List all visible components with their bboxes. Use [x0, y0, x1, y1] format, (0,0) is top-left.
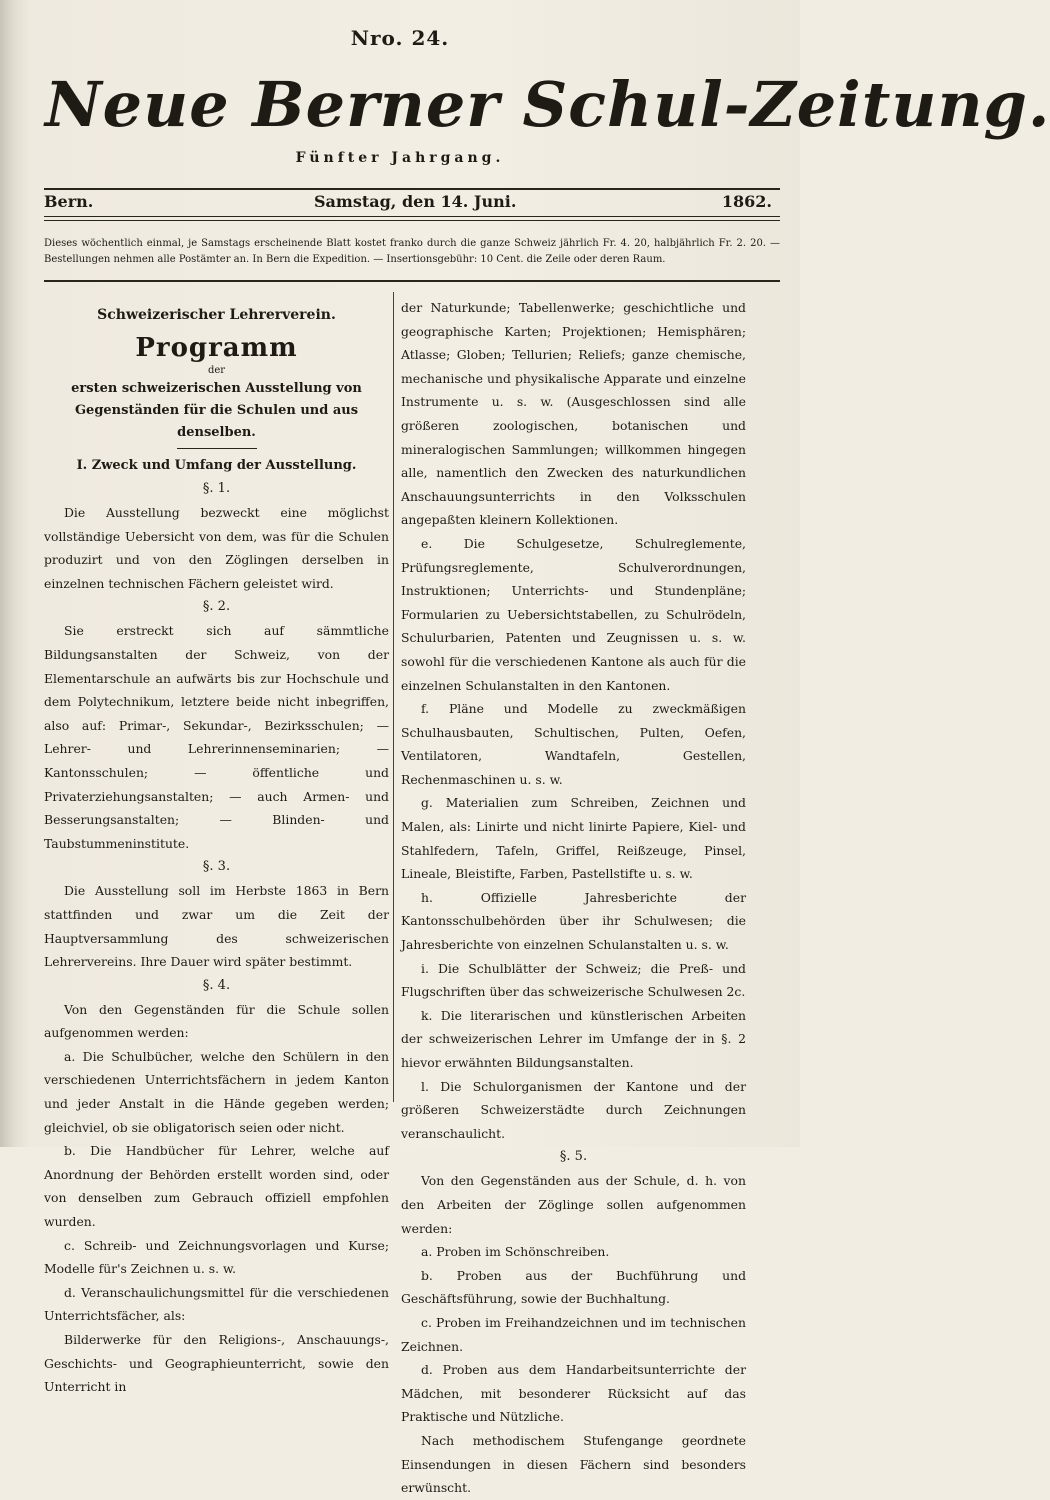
program-title: ersten schweizerischen Ausstellung von Gegenständen für die Schulen und aus denselben.: [71, 381, 362, 440]
dateline-city: Bern.: [44, 192, 94, 211]
subscription-notice: Dieses wöchentlich einmal, je Samstags erscheinende Blatt kostet franko durch die ganze Schweiz jährlich Fr. 4. 20, halbjährlich Fr. 2. 20. — Bestellungen nehmen alle Postämter an. In Bern die Expedition. — Insertionsgebühr: 10 Cent. die Zeile oder deren Raum.: [44, 238, 780, 265]
item-e: e. Die Schulgesetze, Schulreglemente, Prüfungsreglemente, Schulverordnungen, Instruktionen; Unterrichts- und Stundenpläne; Formularien zu Uebersichtstabellen, zu Schulrödeln, Schulurbarien, Patenten und Zeugnissen u. s. w. sowohl für die verschiedenen Kantone als auch für die einzelnen Schulanstalten in den Kantonen.: [401, 535, 746, 693]
dateline-rule-bottom: [44, 220, 780, 221]
item-d-continued: Bilderwerke für den Religions-, Anschauungs-, Geschichts- und Geographieunterricht, sowie den Unterricht in: [44, 1332, 389, 1395]
paragraph-mark-3: §. 3.: [202, 859, 231, 875]
column-divider: [393, 292, 394, 1102]
dateline-date: Samstag, den 14. Juni.: [314, 192, 517, 211]
columns-rule: [44, 280, 780, 282]
right-column: [401, 296, 746, 1496]
issue-number: Nro. 24.: [350, 26, 450, 50]
paragraph-1-text: Die Ausstellung bezweckt eine möglichst vollständige Uebersicht von dem, was für die Schulen produzirt und von den Zöglingen derselben in einzelnen technischen Fächern geleistet wird.: [44, 505, 389, 591]
item-b: b. Die Handbücher für Lehrer, welche auf Anordnung der Behörden erstellt worden sind, oder von denselben zum Gebrauch offiziell empfohlen wurden.: [44, 1143, 389, 1230]
masthead-title: Neue Berner Schul-Zeitung.: [45, 68, 1050, 141]
volume-line: Fünfter Jahrgang.: [295, 150, 505, 166]
item-a: a. Die Schulbücher, welche den Schülern in den verschiedenen Unterrichtsfächern in jedem Kanton und jeder Anstalt in die Hände gegeben werden; gleichviel, ob sie obligatorisch seien oder nicht.: [44, 1048, 389, 1135]
paragraph-mark-5: §. 5.: [559, 1149, 588, 1165]
paragraph-5-closing: Nach methodischem Stufengange geordnete Einsendungen in diesen Fächern sind besonders erwünscht.: [401, 1432, 746, 1496]
item-c: c. Schreib- und Zeichnungsvorlagen und Kurse; Modelle für's Zeichnen u. s. w.: [44, 1237, 389, 1277]
dateline-year: 1862.: [721, 192, 772, 211]
item-d: d. Veranschaulichungsmittel für die verschiedenen Unterrichtsfächer, als:: [44, 1284, 389, 1324]
item-f: f. Pläne und Modelle zu zweckmäßigen Schulhausbauten, Schultischen, Pulten, Oefen, Ventilatoren, Wandtafeln, Gestellen, Rechenmaschinen u. s. w.: [401, 701, 746, 787]
paragraph-4-text: Von den Gegenständen für die Schule sollen aufgenommen werden:: [44, 1001, 389, 1041]
dateline-rule-top: [44, 216, 780, 217]
section-heading-1: I. Zweck und Umfang der Ausstellung.: [76, 458, 357, 473]
item-l: l. Die Schulorganismen der Kantone und der größeren Schweizerstädte durch Zeichnungen veranschaulicht.: [401, 1078, 746, 1141]
item-d-list: der Naturkunde; Tabellenwerke; geschichtliche und geographische Karten; Projektionen; Hemisphären; Atlasse; Globen; Tellurien; Reliefs; ganze chemische, mechanische und physikalische Apparate und einzelne Instrumente u. s. w. (Ausgeschlossen sind alle größeren zoologischen, botanischen und mineralogischen Sammlungen; willkommen hingegen alle, namentlich den Zwecken des naturkundlichen Anschauungsunterrichts in den Volksschulen angepaßten kleinern Kollektionen.: [401, 300, 746, 528]
paragraph-mark-2: §. 2.: [202, 599, 231, 615]
program-heading: Programm: [135, 333, 298, 363]
item-g: g. Materialien zum Schreiben, Zeichnen und Malen, als: Linirte und nicht linirte Papiere, Kiel- und Stahlfedern, Tafeln, Griffel, Reißzeuge, Pinsel, Lineale, Bleistifte, Farben, Pastellstifte u. s. w.: [401, 795, 746, 882]
paragraph-3-text: Die Ausstellung soll im Herbste 1863 in Bern stattfinden und zwar um die Zeit der Hauptversammlung des schweizerischen Lehrervereins. Ihre Dauer wird später bestimmt.: [44, 883, 389, 970]
item-i: i. Die Schulblätter der Schweiz; die Preß- und Flugschriften über das schweizerische Schulwesen 2c.: [401, 960, 746, 1000]
title-rule: [177, 448, 257, 449]
left-column: [44, 296, 389, 1395]
item-5d: d. Proben aus dem Handarbeitsunterrichte der Mädchen, mit besonderer Rücksicht auf das Praktische und Nützliche.: [401, 1362, 746, 1425]
item-5a: a. Proben im Schönschreiben.: [421, 1244, 610, 1260]
item-5c: c. Proben im Freihandzeichnen und im technischen Zeichnen.: [401, 1314, 746, 1354]
paragraph-mark-4: §. 4.: [202, 977, 231, 993]
masthead-rule: [44, 188, 780, 190]
paragraph-mark-1: §. 1.: [202, 481, 231, 496]
item-k: k. Die literarischen und künstlerischen Arbeiten der schweizerischen Lehrer im Umfange der in §. 2 hievor erwähnten Bildungsanstalten.: [401, 1007, 746, 1070]
paragraph-2-text: Sie erstreckt sich auf sämmtliche Bildungsanstalten der Schweiz, von der Elementarschule an aufwärts bis zur Hochschule und dem Polytechnikum, letztere beide nicht inbegriffen, also auf: Primar-, Sekundar-, Bezirksschulen; — Lehrer- und Lehrerinnenseminarien; — Kantonsschulen; — öffentliche und Privaterziehungsanstalten; — auch Armen- und Besserungsanstalten; — Blinden- und Taubstummeninstitute.: [44, 623, 389, 851]
dateline: [44, 192, 780, 214]
society-heading: Schweizerischer Lehrerverein.: [97, 307, 336, 323]
item-5b: b. Proben aus der Buchführung und Geschäftsführung, sowie der Buchhaltung.: [401, 1267, 746, 1307]
paragraph-5-text: Von den Gegenständen aus der Schule, d. h. von den Arbeiten der Zöglinge sollen aufgenommen werden:: [401, 1173, 746, 1236]
program-der: der: [207, 365, 226, 376]
item-h: h. Offizielle Jahresberichte der Kantonsschulbehörden über ihr Schulwesen; die Jahresberichte von einzelnen Schulanstalten u. s. w.: [401, 889, 746, 953]
